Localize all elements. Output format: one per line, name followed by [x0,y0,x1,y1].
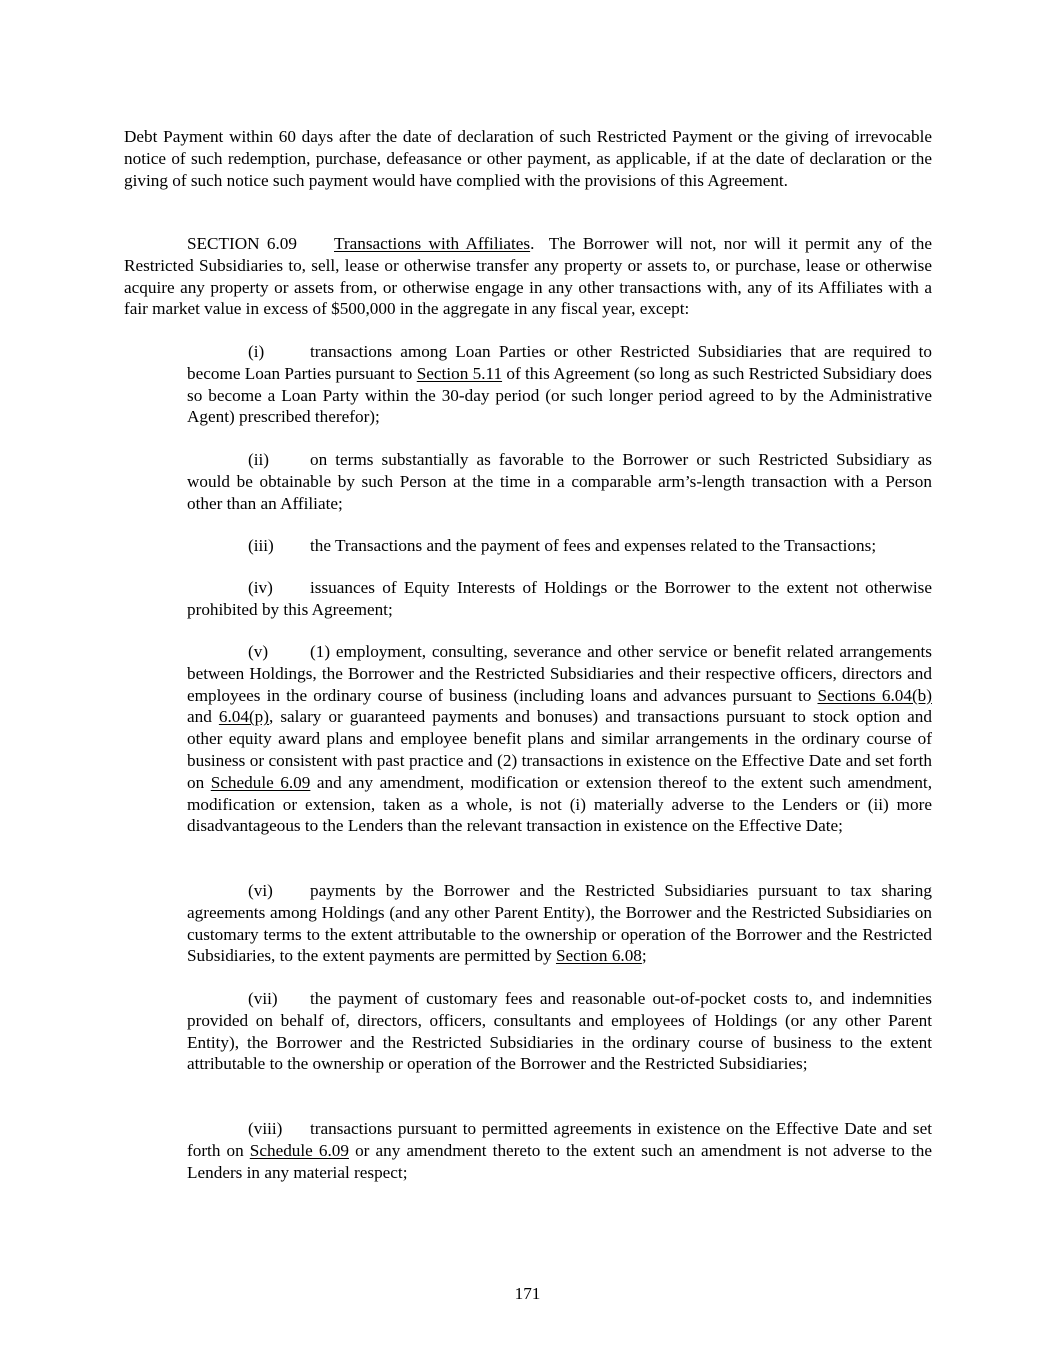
continuation-paragraph [124,126,932,191]
clause-viii-label: (viii) [248,1119,283,1138]
clause-iv-label: (iv) [248,578,273,597]
clause-ii-text-1: on terms substantially as favorable to the Borrower or such Restricted Subsidiary as would be obtainable by such Person at the time in a comparable arm’s-length transaction with a Person other than an Affiliate; [187,450,932,513]
clause-v-label: (v) [248,642,269,661]
clause-vi [187,880,932,967]
clause-v-text-1: (1) employment, consulting, severance and other service or benefit related arrangements between Holdings, the Borrower and the Restricted Subsidiaries and their respective officers, directors and employees in the ordinary course of business (including loans and advances pursuant to [187,642,932,705]
clause-i-label: (i) [248,342,265,361]
clause-vii-label: (vii) [248,989,278,1008]
clause-v-text-3: , salary or guaranteed payments and bonuses) and transactions pursuant to stock option and other equity award plans and employee benefit plans and similar arrangements in the ordinary course of business or consistent with past practice and (2) transactions in existence on the Effective Date and set forth on [187,707,932,792]
clause-i [187,341,932,428]
clause-iii-label: (iii) [248,536,274,555]
clause-viii-ref-schedule-6-09[interactable]: Schedule 6.09 [249,1140,349,1160]
page-number: 171 [514,1284,541,1303]
clause-iv [187,577,932,621]
clause-viii-text-2: or any amendment thereto to the extent such an amendment is not adverse to the Lenders in any material respect; [187,1140,932,1182]
section-title: Transactions with Affiliates [334,234,531,253]
clause-v [187,641,932,837]
clause-ii-label: (ii) [248,450,269,469]
clause-v-text-2: and [187,707,219,727]
section-title-suffix: . [530,234,535,253]
clause-v-ref-sections-6-04b[interactable]: Sections 6.04(b) [817,685,932,705]
clause-v-ref-6-04p[interactable]: 6.04(p) [218,707,269,727]
section-body: The Borrower will not, nor will it permit any of the Restricted Subsidiaries to, sell, lease or otherwise transfer any property or assets to, or purchase, lease or otherwise acquire any property or assets from, or otherwise engage in any other transactions with, any of its Affiliates with a fair market value in excess of $500,000 in the aggregate in any fiscal year, except: [124,234,932,319]
clause-viii [187,1118,932,1183]
clause-vii [187,988,932,1075]
clause-vi-text-2: ; [641,946,647,966]
clause-iv-text-1: issuances of Equity Interests of Holdings or the Borrower to the extent not otherwise prohibited by this Agreement; [187,578,932,619]
clause-i-ref-section-5-11[interactable]: Section 5.11 [416,363,503,383]
clause-vi-text-1: payments by the Borrower and the Restricted Subsidiaries pursuant to tax sharing agreements among Holdings (and any other Parent Entity), the Borrower and the Restricted Subsidiaries on customary terms to the extent attributable to the ownership or operation of the Borrower and the Restricted Subsidiaries, to the extent payments are permitted by [187,881,932,966]
clause-v-ref-schedule-6-09[interactable]: Schedule 6.09 [210,772,311,792]
clause-ii [187,449,932,514]
clause-vi-ref-section-6-08[interactable]: Section 6.08 [555,946,642,966]
section-number: SECTION 6.09 [187,234,297,253]
section-6-09-paragraph [124,233,932,320]
clause-vi-label: (vi) [248,881,273,900]
clause-i-text-1: transactions among Loan Parties or other Restricted Subsidiaries that are required to become Loan Parties pursuant to [187,342,932,383]
clause-v-text-4: and any amendment, modification or extension thereof to the extent such amendment, modification or extension, taken as a whole, is not (i) materially adverse to the Lenders or (ii) more disadvantageous to the Lenders than the relevant transaction in existence on the Effective Date; [187,772,932,836]
clause-iii [187,535,932,557]
clause-vii-text-1: the payment of customary fees and reasonable out-of-pocket costs to, and indemnities provided on behalf of, directors, officers, consultants and employees of Holdings (or any other Parent Entity), the Borrower and the Restricted Subsidiaries in the ordinary course of business to the extent attributable to the ownership or operation of the Borrower and the Restricted Subsidiaries; [187,989,932,1074]
clause-viii-text-1: transactions pursuant to permitted agreements in existence on the Effective Date and set forth on [187,1119,932,1160]
clause-iii-text-1: the Transactions and the payment of fees and expenses related to the Transactions; [310,536,877,555]
clause-i-text-2: of this Agreement (so long as such Restricted Subsidiary does so become a Loan Party within the 30-day period (or such longer period agreed to by the Administrative Agent) prescribed therefor); [187,363,932,427]
continuation-text: Debt Payment within 60 days after the date of declaration of such Restricted Payment or the giving of irrevocable notice of such redemption, purchase, defeasance or other payment, as applicable, if at the date of declaration or the giving of such notice such payment would have complied with the provisions of this Agreement. [124,127,932,190]
